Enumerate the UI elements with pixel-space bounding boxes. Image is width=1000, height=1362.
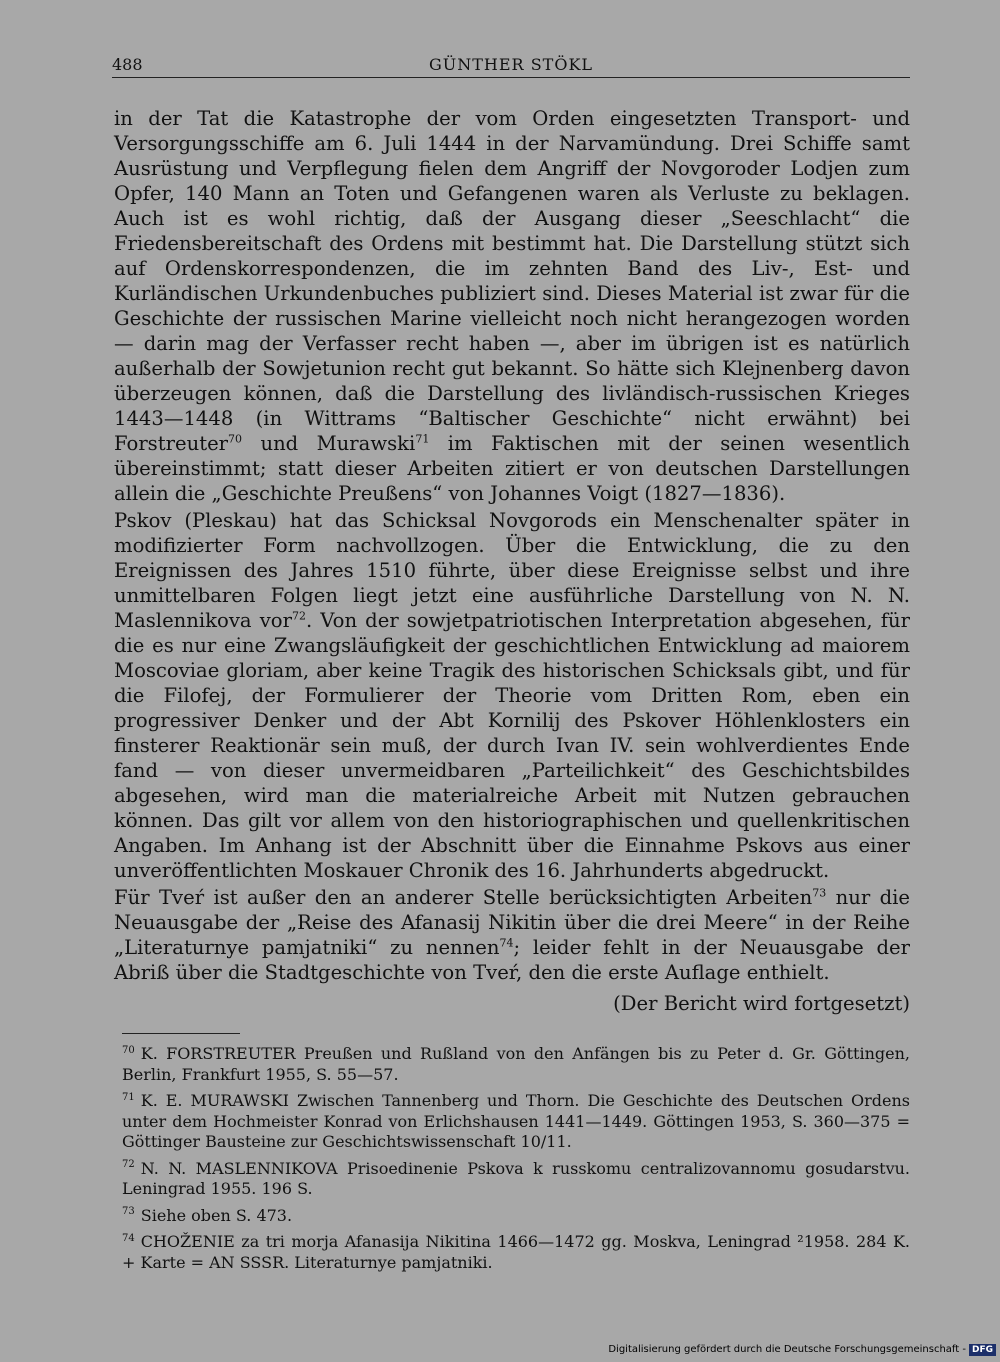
footnote-text: Siehe oben S. 473. <box>140 1205 293 1225</box>
text-run: in der Tat die Katastrophe der vom Orden eingesetzten Transport- und Versorgungsschiffe am 6. Juli 1444 in der Narvamündung. Drei Schiffe samt Ausrüstung und Verpflegung fielen dem Angriff der Novgoroder Lodjen zum Opfer, 140 Mann an Toten und Gefangenen waren als Verluste zu beklagen. Auch ist es wohl richtig, daß der Ausgang dieser „Seeschlacht“ die Friedensbereitschaft des Ordens mit bestimmt hat. Die Darstellung stützt sich auf Ordenskorrespondenzen, die im zehnten Band des Liv-, Est- und Kurländischen Urkundenbuches publiziert sind. Dieses Material ist zwar für die Geschichte der russischen Marine vielleicht noch nicht herangezogen worden — darin mag der Verfasser recht haben —, aber im übrigen ist es natürlich außerhalb der Sowjetunion recht gut bekannt. So hätte sich Klejnenberg davon überzeugen können, daß die Darstellung des livländisch-russischen Krieges 1443—1448 (in Wittrams “Baltischer Geschichte“ nicht erwähnt) bei Forstreuter <box>114 107 910 455</box>
text-run: . Von der sowjetpatriotischen Interpretation abgesehen, für die es nur eine Zwangsläufigkeit der geschichtlichen Entwicklung ad maiorem Moscoviae gloriam, aber keine Tragik des historischen Schicksals gibt, und für die Filofej, der Formulierer der Theorie vom Dritten Rom, eben ein progressiver Denker und der Abt Kornilij des Pskover Höhlenklosters ein finsterer Reaktionär sein muß, der durch Ivan IV. sein wohlverdientes Ende fand — von dieser unvermeidbaren „Parteilichkeit“ des Geschichtsbildes abgesehen, wird man die materialreiche Arbeit mit Nutzen gebrauchen können. Das gilt vor allem von den historiographischen und quellenkritischen Angaben. Im Anhang ist der Abschnitt über die Einnahme Pskovs aus einer unveröffentlichten Moskauer Chronik des 16. Jahrhunderts abgedruckt. <box>114 609 910 882</box>
text-run: ; leider fehlt in der Neuausgabe der Abriß über die Stadtgeschichte von Tveŕ, den die erste Auflage enthielt. <box>114 936 910 984</box>
footnote-text: K. E. MURAWSKI Zwischen Tannenberg und Thorn. Die Geschichte des Deutschen Ordens unter dem Hochmeister Konrad von Erlichshausen 1441—1449. Göttingen 1953, S. 360—375 = Göttinger Bausteine zur Geschichtswissenschaft 10/11. <box>122 1091 910 1151</box>
footnote-ref-72[interactable]: 72 <box>291 609 306 623</box>
text-run: Für Tveŕ ist außer den an anderer Stelle berücksichtigten Arbeiten <box>114 886 813 909</box>
footnote-text: N. N. MASLENNIKOVA Prisoedinenie Pskova k russkomu centralizovannomu gosudarstvu. Leningrad 1955. 196 S. <box>122 1158 910 1198</box>
footnote-divider <box>122 1033 240 1034</box>
footnote-number: 71 <box>122 1091 135 1103</box>
text-run: Pskov (Pleskau) hat das Schicksal Novgorods ein Menschenalter später in modifizierter Form nachvollzogen. Über die Entwicklung, die zu den Ereignissen des Jahres 1510 führte, über diese Ereignisse selbst und ihre unmittelbaren Folgen liegt jetzt eine ausführliche Darstellung von N. N. Maslennikova vor <box>114 509 910 632</box>
footnote-71 <box>122 1091 910 1153</box>
footnote-number: 70 <box>122 1044 135 1056</box>
digitization-credit <box>608 1344 996 1356</box>
footnote-ref-71[interactable]: 71 <box>415 432 430 446</box>
footnote-ref-74[interactable]: 74 <box>499 936 514 950</box>
footnote-ref-73[interactable]: 73 <box>812 886 827 900</box>
footnote-text: K. FORSTREUTER Preußen und Rußland von den Anfängen bis zu Peter d. Gr. Göttingen, Berlin, Frankfurt 1955, S. 55—57. <box>122 1044 910 1084</box>
footnote-number: 73 <box>122 1206 135 1218</box>
continuation-note: (Der Bericht wird fortgesetzt) <box>613 992 910 1015</box>
page-number: 488 <box>112 55 143 74</box>
text-run: und Murawski <box>242 432 416 455</box>
paragraph-1 <box>114 106 910 506</box>
paragraph-3 <box>114 885 910 985</box>
footnotes <box>122 1044 910 1279</box>
footnote-70 <box>122 1044 910 1085</box>
body-text <box>114 106 910 1018</box>
footnote-number: 72 <box>122 1159 135 1171</box>
footnote-72 <box>122 1159 910 1200</box>
text-run: im Faktischen mit der seinen wesentlich übereinstimmt; statt dieser Arbeiten zitiert er von deutschen Darstellungen allein die „Geschichte Preußens“ von Johannes Voigt (1827—1836). <box>114 432 910 505</box>
text-run: nur die Neuausgabe der „Reise des Afanasij Nikitin über die drei Meere“ in der Reihe „Literaturnye pamjatniki“ zu nennen <box>114 886 911 959</box>
footnote-ref-70[interactable]: 70 <box>228 432 243 446</box>
running-title: GÜNTHER STÖKL <box>428 55 594 74</box>
footnote-text: CHOŽENIE za tri morja Afanasija Nikitina 1466—1472 gg. Moskva, Leningrad ²1958. 284 K. + Karte = AN SSSR. Literaturnye pamjatniki. <box>122 1232 910 1272</box>
credit-text: Digitalisierung gefördert durch die Deutsche Forschungsgemeinschaft - <box>608 1344 966 1355</box>
footnote-74 <box>122 1232 910 1273</box>
paragraph-2 <box>114 508 910 883</box>
footnote-number: 74 <box>122 1232 135 1244</box>
running-header <box>112 55 910 78</box>
footnote-73 <box>122 1206 910 1227</box>
dfg-logo: DFG <box>969 1344 996 1356</box>
